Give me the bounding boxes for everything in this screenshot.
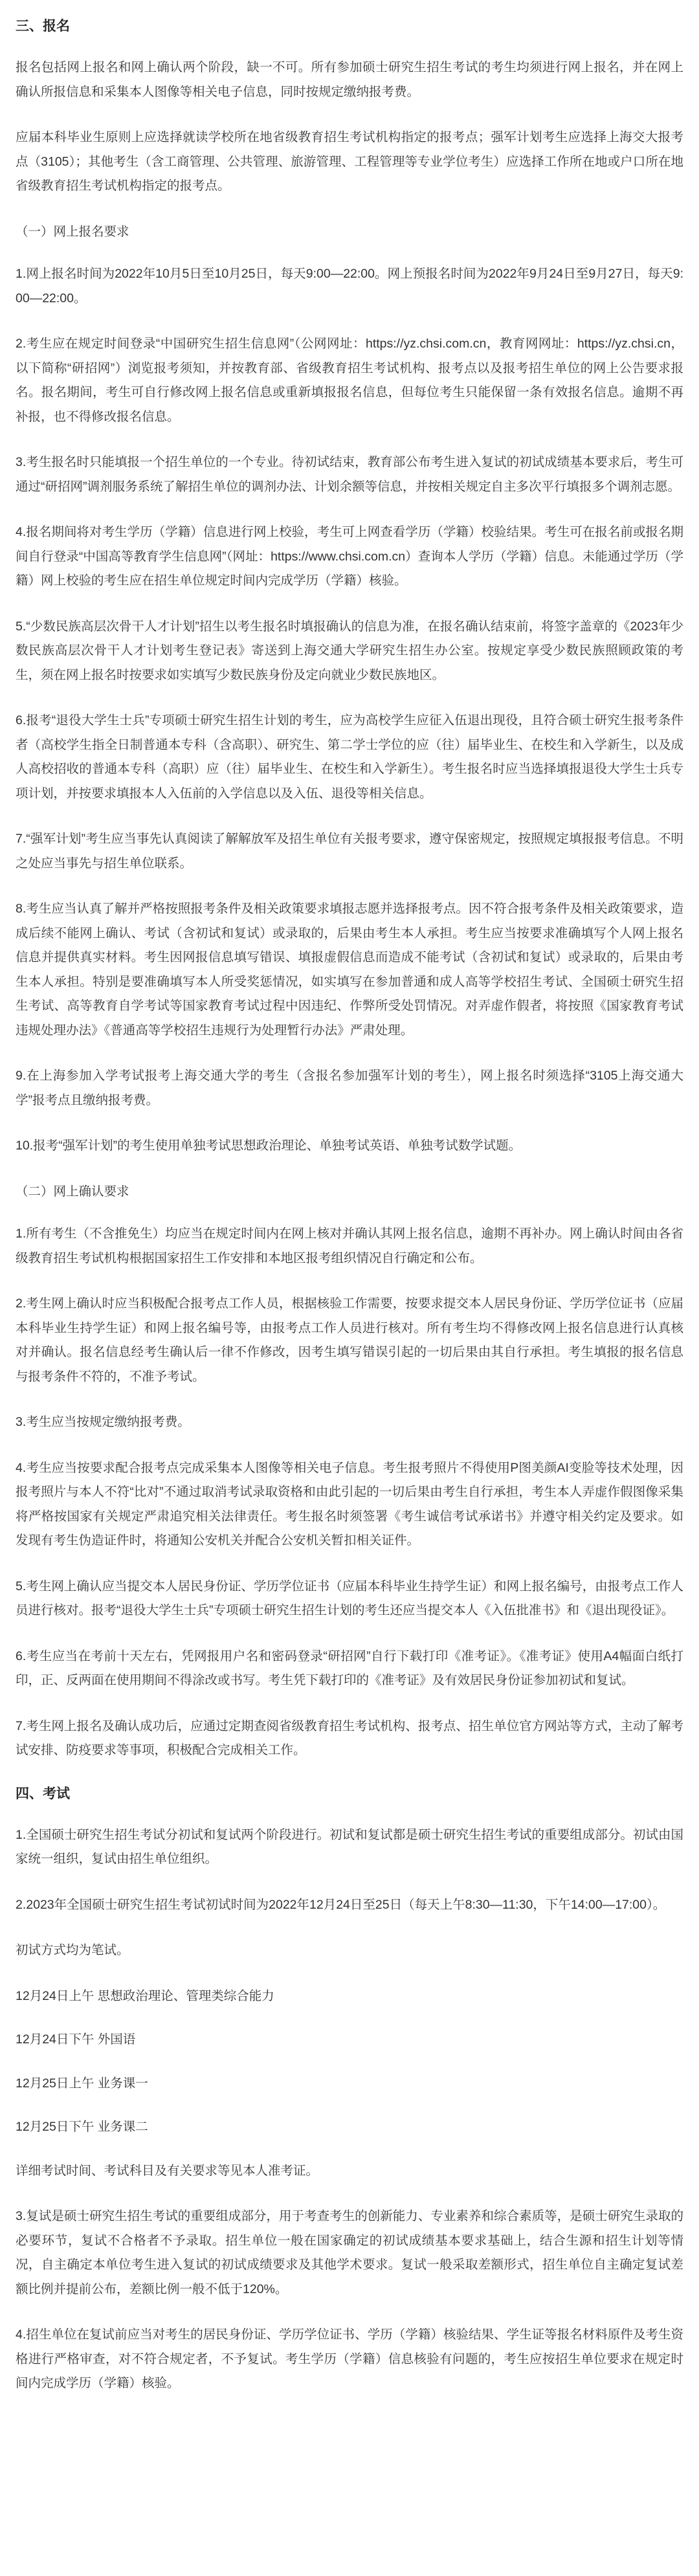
online-confirmation-item: 6.考生应当在考前十天左右，凭网报用户名和密码登录“研招网”自行下载打印《准考证》。《准考证》使用A4幅面白纸打印，正、反两面在使用期间不得涂改或书写。考生凭下载打印的《准考证》及有效居民身份证参加初试和复试。 (16, 1649, 683, 1687)
online-registration-item: 3.考生报名时只能填报一个招生单位的一个专业。待初试结束，教育部公布考生进入复试的初试成绩基本要求后，考生可通过“研招网”调剂服务系统了解招生单位的调剂办法、计划余额等信息，并按相关规定自主多次平行填报多个调剂志愿。 (16, 455, 683, 494)
online-confirmation-item: 2.考生网上确认时应当积极配合报考点工作人员，根据核验工作需要，按要求提交本人居民身份证、学历学位证书（应届本科毕业生持学生证）和网上报名编号等，由报考点工作人员进行核对。所有考生均不得修改网上报名信息进行认真核对并确认。报名信息经考生确认后一律不作修改，因考生填写错误引起的一切后果由其自行承担。考生填报的报名信息与报考条件不符的，不准予考试。 (16, 1296, 683, 1384)
online-confirmation-item: 7.考生网上报名及确认成功后，应通过定期查阅省级教育招生考试机构、报考点、招生单位官方网站等方式，主动了解考试安排、防疫要求等事项，积极配合完成相关工作。 (16, 1718, 683, 1757)
online-registration-item: 5.“少数民族高层次骨干人才计划”招生以考生报名时填报确认的信息为准，在报名确认结束前，将签字盖章的《2023年少数民族高层次骨干人才计划考生登记表》寄送到上海交通大学研究生招生办公室。按规定享受少数民族照顾政策的考生，须在网上报名时按要求如实填写少数民族身份及定向就业少数民族地区。 (16, 619, 683, 682)
exam-schedule-entry: 12月25日下午 业务课二 (16, 2120, 148, 2134)
online-confirmation-item: 5.考生网上确认应当提交本人居民身份证、学历学位证书（应届本科毕业生持学生证）和网上报名编号，由报考点工作人员进行核对。报考“退役大学生士兵”专项硕士研究生招生计划的考生还应当提交本人《入伍批准书》和《退出现役证》。 (16, 1579, 683, 1617)
online-registration-item: 9.在上海参加入学考试报考上海交通大学的考生（含报名参加强军计划的考生），网上报名时须选择“3105上海交通大学”报考点且缴纳报考费。 (16, 1069, 683, 1107)
registration-intro-paragraph: 报名包括网上报名和网上确认两个阶段，缺一不可。所有参加硕士研究生招生考试的考生均须进行网上报名，并在网上确认所报信息和采集本人图像等相关电子信息，同时按规定缴纳报考费。 (16, 60, 683, 99)
exam-item: 3.复试是硕士研究生招生考试的重要组成部分，用于考查考生的创新能力、专业素养和综合素质等，是硕士研究生录取的必要环节，复试不合格者不予录取。招生单位一般在国家确定的初试成绩基本要求基础上，结合生源和招生计划等情况，自主确定本单位考生进入复试的初试成绩要求及其他学术要求。复试一般采取差额形式，招生单位自主确定复试差额比例并提前公布，差额比例一般不低于120%。 (16, 2209, 683, 2296)
online-registration-item: 2.考生应在规定时间登录“中国研究生招生信息网”（公网网址：https://yz.chsi.com.cn，教育网网址：https://yz.chsi.cn，以下简称“研招网”）浏览报考须知，并按教育部、省级教育招生考试机构、报考点以及报考招生单位的网上公告要求报名。报名期间，考生可自行修改网上报名信息或重新填报报名信息，但每位考生只能保留一条有效报名信息。逾期不再补报，也不得修改报名信息。 (16, 337, 683, 424)
section-heading-registration: 三、报名 (16, 19, 70, 34)
exam-schedule-entry: 12月24日上午 思想政治理论、管理类综合能力 (16, 1988, 274, 2003)
exam-schedule-entry: 12月24日下午 外国语 (16, 2032, 136, 2047)
online-registration-item: 7.“强军计划”考生应当事先认真阅读了解解放军及招生单位有关报考要求，遵守保密规定，按照规定填报报考信息。不明之处应当事先与招生单位联系。 (16, 832, 683, 871)
subheading-online-confirmation: （二）网上确认要求 (16, 1184, 129, 1199)
online-registration-item: 4.报名期间将对考生学历（学籍）信息进行网上校验，考生可上网查看学历（学籍）校验结果。考生可在报名前或报名期间自行登录“中国高等教育学生信息网”（网址：https://www.chsi.com.cn）查询本人学历（学籍）信息。未能通过学历（学籍）网上校验的考生应在招生单位规定时间内完成学历（学籍）核验。 (16, 525, 683, 588)
online-confirmation-item: 4.考生应当按要求配合报考点完成采集本人图像等相关电子信息。考生报考照片不得使用P图美颜AI变脸等技术处理，因报考照片与本人不符“比对”不通过取消考试录取资格和由此引起的一切后果由考生自行承担，考生本人弄虚作假图像采集将严格按国家有关规定严肃追究相关法律责任。考生报名时须签署《考生诚信考试承诺书》并遵守相关约定及要求。如发现有考生伪造证件时，将通知公安机关并配合公安机关暂扣相关证件。 (16, 1460, 683, 1548)
online-registration-item: 10.报考“强军计划”的考生使用单独考试思想政治理论、单独考试英语、单独考试数学试题。 (16, 1138, 522, 1153)
section-heading-exam: 四、考试 (16, 1786, 70, 1801)
online-registration-item: 6.报考“退役大学生士兵”专项硕士研究生招生计划的考生，应为高校学生应征入伍退出现役，且符合硕士研究生报考条件者（高校学生指全日制普通本专科（含高职）、研究生、第二学士学位的应（往）届毕业生、在校生和入学新生，以及成人高校招收的普通本专科（高职）应（往）届毕业生、在校生和入学新生）。考生报名时应当选择填报退役大学生士兵专项计划，并按要求填报本人入伍前的入学信息以及入伍、退役等相关信息。 (16, 713, 683, 801)
online-confirmation-item: 1.所有考生（不含推免生）均应当在规定时间内在网上核对并确认其网上报名信息，逾期不再补办。网上确认时间由各省级教育招生考试机构根据国家招生工作安排和本地区报考组织情况自行确定和公布。 (16, 1227, 683, 1265)
exam-schedule-entry: 12月25日上午 业务课一 (16, 2076, 148, 2091)
online-registration-item: 1.网上报名时间为2022年10月5日至10月25日，每天9:00—22:00。网上预报名时间为2022年9月24日至9月27日，每天9:00—22:00。 (16, 267, 683, 305)
exam-format-note: 初试方式均为笔试。 (16, 1943, 129, 1957)
online-confirmation-item: 3.考生应当按规定缴纳报考费。 (16, 1415, 190, 1429)
exam-arrangement-note: 详细考试时间、考试科目及有关要求等见本人准考证。 (16, 2163, 319, 2178)
exam-item: 4.招生单位在复试前应当对考生的居民身份证、学历学位证书、学历（学籍）核验结果、学生证等报名材料原件及考生资格进行严格审查，对不符合规定者，不予复试。考生学历（学籍）信息核验有问题的，考生应按招生单位要求在规定时间内完成学历（学籍）核验。 (16, 2327, 683, 2390)
online-registration-item: 8.考生应当认真了解并严格按照报考条件及相关政策要求填报志愿并选择报考点。因不符合报考条件及相关政策要求，造成后续不能网上确认、考试（含初试和复试）或录取的，后果由考生本人承担。考生应当按要求准确填写个人网上报名信息并提供真实材料。考生因网报信息填写错误、填报虚假信息而造成不能考试（含初试和复试）或录取的，后果由考生本人承担。特别是要准确填写本人所受奖惩情况，如实填写在参加普通和成人高等学校招生考试、全国硕士研究生招生考试、高等教育自学考试等国家教育考试过程中因违纪、作弊所受处罚情况。对弄虚作假者，将按照《国家教育考试违规处理办法》《普通高等学校招生违规行为处理暂行办法》严肃处理。 (16, 902, 683, 1038)
registration-venue-paragraph: 应届本科毕业生原则上应选择就读学校所在地省级教育招生考试机构指定的报考点；强军计划考生应选择上海交大报考点（3105）；其他考生（含工商管理、公共管理、旅游管理、工程管理等专业学位考生）应选择工作所在地或户口所在地省级教育招生考试机构指定的报考点。 (16, 130, 683, 193)
exam-item: 1.全国硕士研究生招生考试分初试和复试两个阶段进行。初试和复试都是硕士研究生招生考试的重要组成部分。初试由国家统一组织，复试由招生单位组织。 (16, 1827, 683, 1866)
exam-item: 2.2023年全国硕士研究生招生考试初试时间为2022年12月24日至25日（每天上午8:30—11:30，下午14:00—17:00）。 (16, 1897, 666, 1912)
subheading-online-registration: （一）网上报名要求 (16, 224, 129, 239)
